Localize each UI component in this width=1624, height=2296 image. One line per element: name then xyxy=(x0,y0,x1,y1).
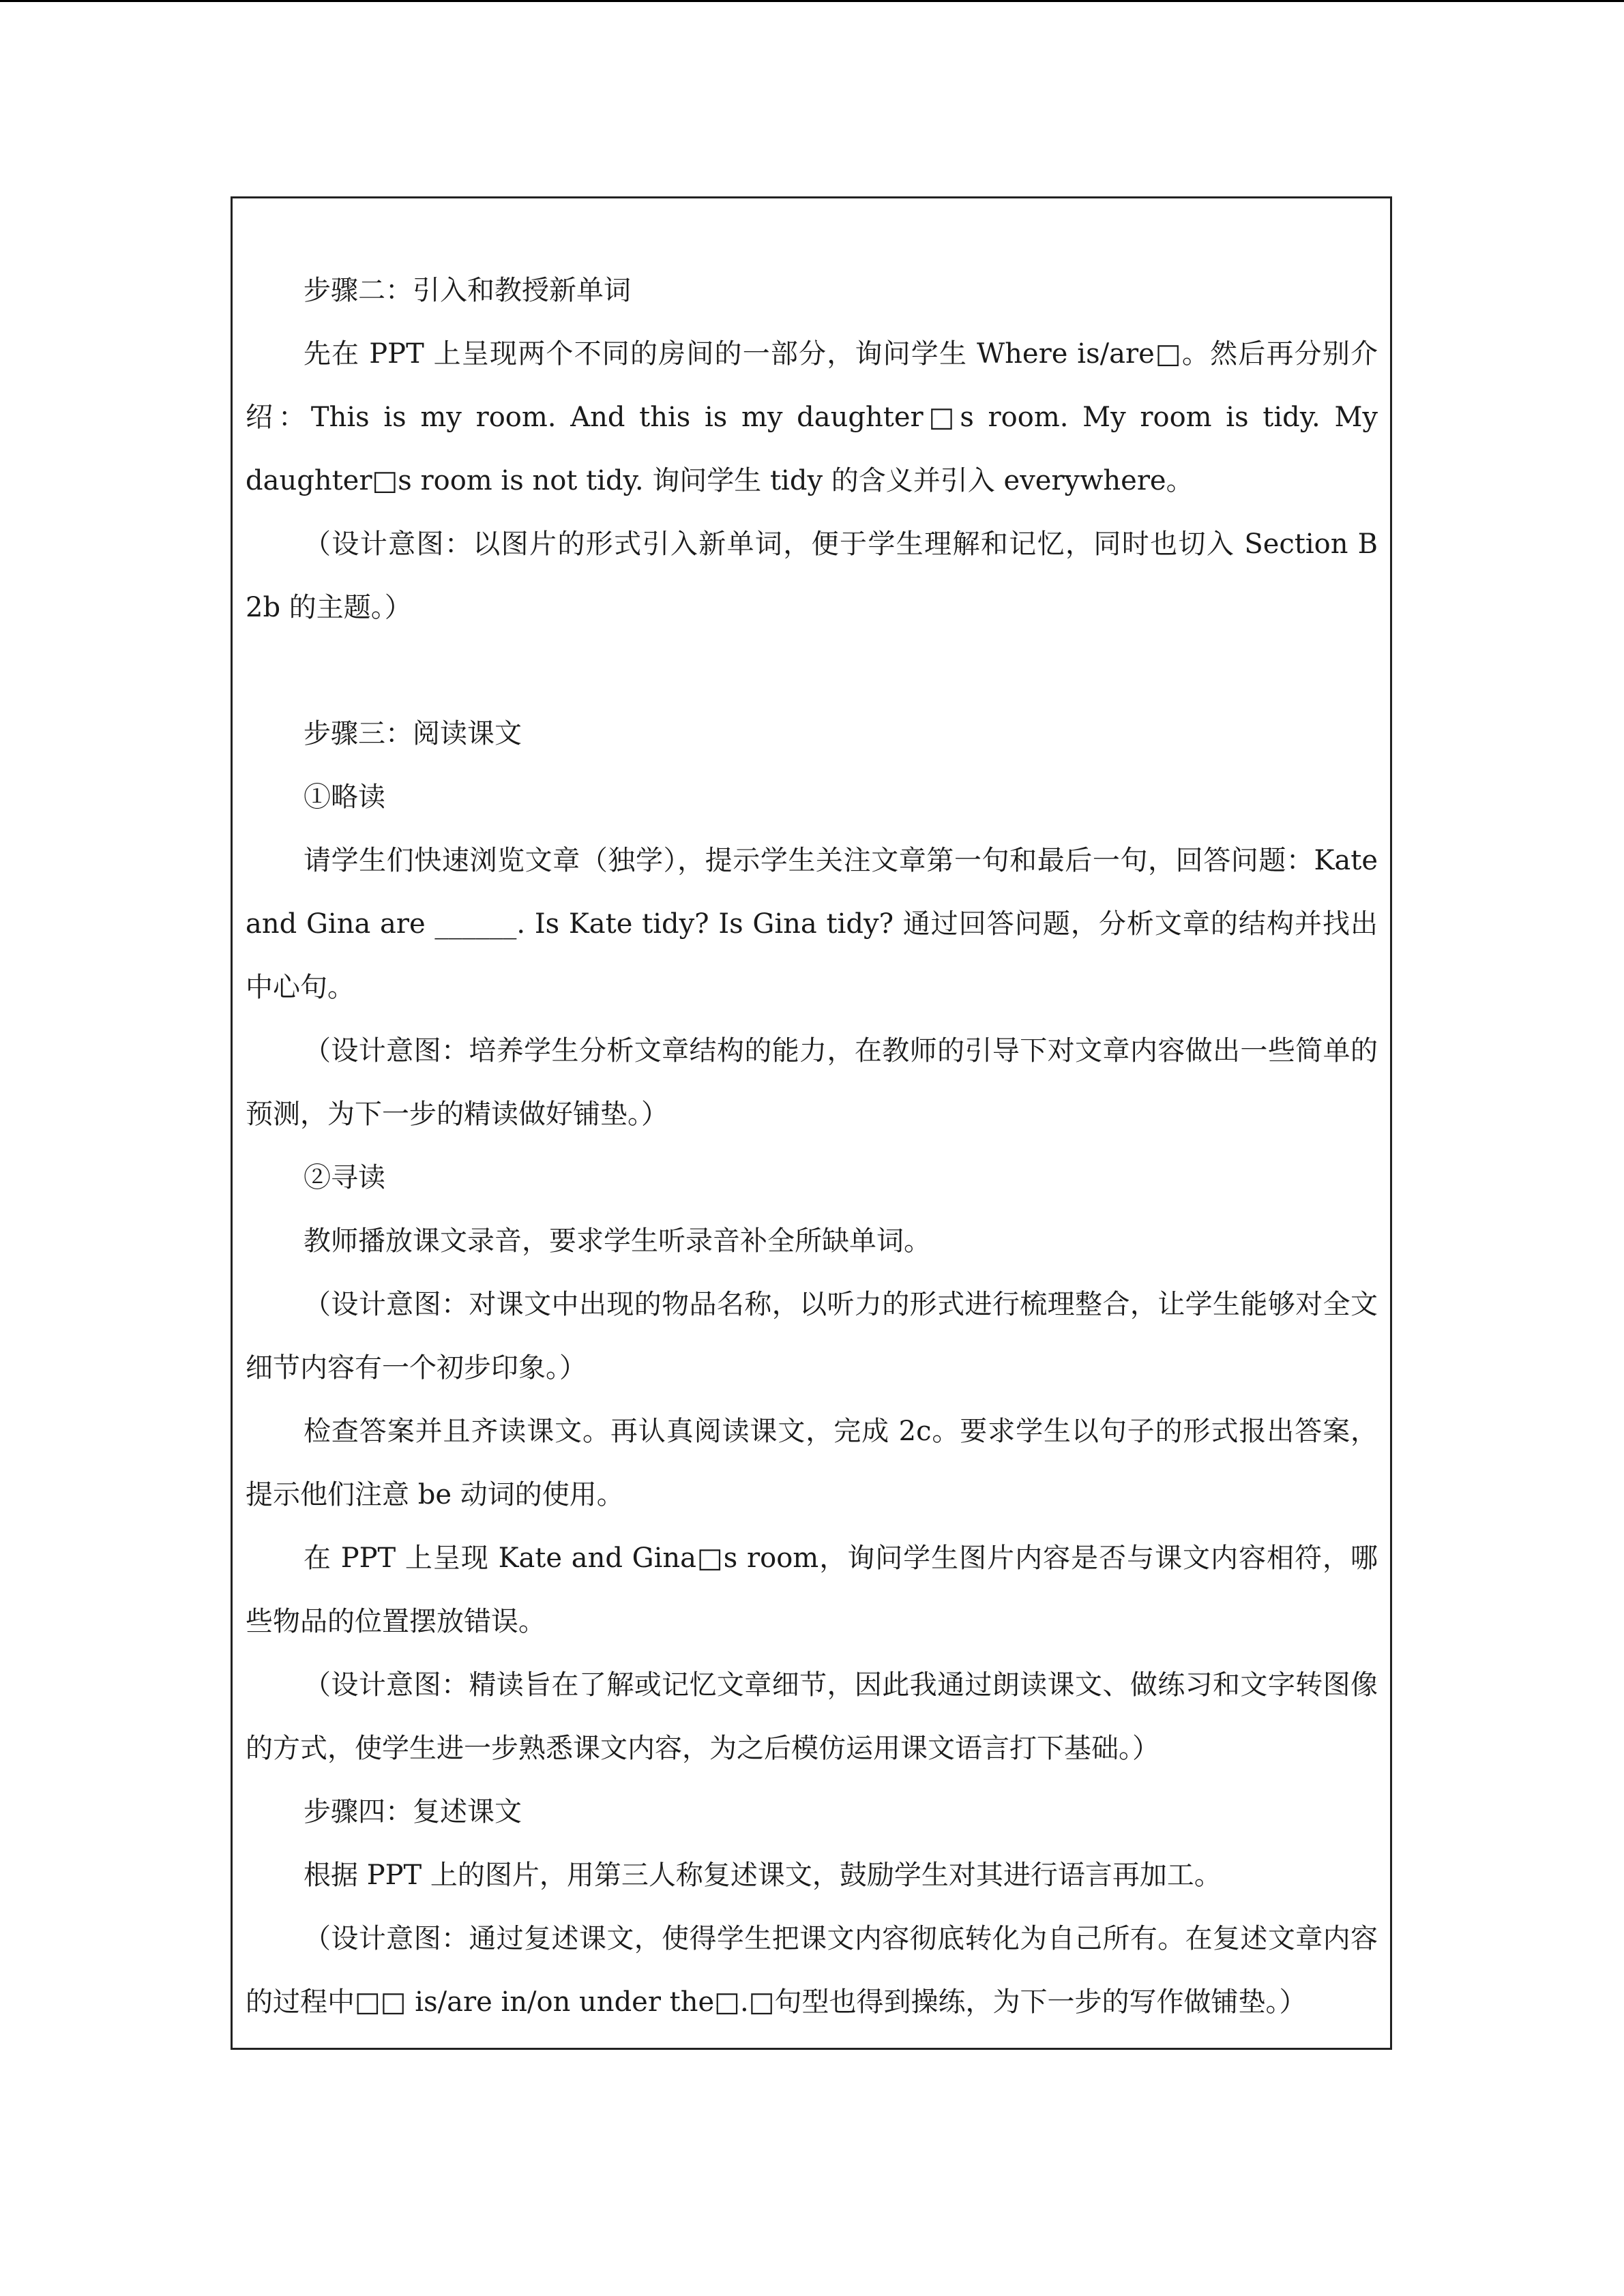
step-four-design-intent: （设计意图：通过复述课文，使得学生把课文内容彻底转化为自己所有。在复述文章内容的过程中□□ is/are in/on under the□.□句型也得到操练，为下一步的写作做铺垫。） xyxy=(246,1923,1378,2018)
scanning-body: 教师播放课文录音，要求学生听录音补全所缺单词。 xyxy=(304,1225,931,1257)
step-two-heading: 步骤二：引入和教授新单词 xyxy=(304,275,631,306)
skimming-design-intent: （设计意图：培养学生分析文章结构的能力，在教师的引导下对文章内容做出一些简单的预测，为下一步的精读做好铺垫。） xyxy=(246,1035,1378,1130)
intensive-reading-design-intent: （设计意图：精读旨在了解或记忆文章细节，因此我通过朗读课文、做练习和文字转图像的方式，使学生进一步熟悉课文内容，为之后模仿运用课文语言打下基础。） xyxy=(246,1669,1378,1764)
scanning-heading: ②寻读 xyxy=(304,1162,385,1193)
step-three-heading: 步骤三：阅读课文 xyxy=(304,718,522,749)
ppt-room-body: 在 PPT 上呈现 Kate and Gina□s room，询问学生图片内容是否与课文内容相符，哪些物品的位置摆放错误。 xyxy=(246,1542,1378,1637)
step-four-body: 根据 PPT 上的图片，用第三人称复述课文，鼓励学生对其进行语言再加工。 xyxy=(304,1860,1222,1891)
step-four-heading: 步骤四：复述课文 xyxy=(304,1796,522,1828)
step-two-body: 先在 PPT 上呈现两个不同的房间的一部分，询问学生 Where is/are□。然后再分别介绍：This is my room. And this is my daughter□s room. My room is tidy. My daughter□s room is not tidy. 询问学生 tidy 的含义并引入 everywhere。 xyxy=(246,338,1378,496)
scanning-design-intent: （设计意图：对课文中出现的物品名称，以听力的形式进行梳理整合，让学生能够对全文细节内容有一个初步印象。） xyxy=(246,1289,1378,1384)
skimming-body: 请学生们快速浏览文章（独学），提示学生关注文章第一句和最后一句，回答问题：Kate and Gina are ______. Is Kate tidy? Is Gina tidy? 通过回答问题，分析文章的结构并找出中心句。 xyxy=(246,845,1378,1003)
check-answers-body: 检查答案并且齐读课文。再认真阅读课文，完成 2c。要求学生以句子的形式报出答案，提示他们注意 be 动词的使用。 xyxy=(246,1416,1378,1510)
skimming-heading: ①略读 xyxy=(304,781,385,813)
lesson-plan-body xyxy=(246,259,1378,2034)
page-top-rule xyxy=(0,0,1624,2)
section-spacer xyxy=(246,640,1378,702)
step-two-design-intent: （设计意图：以图片的形式引入新单词，便于学生理解和记忆，同时也切入 Section B 2b 的主题。） xyxy=(246,528,1378,623)
